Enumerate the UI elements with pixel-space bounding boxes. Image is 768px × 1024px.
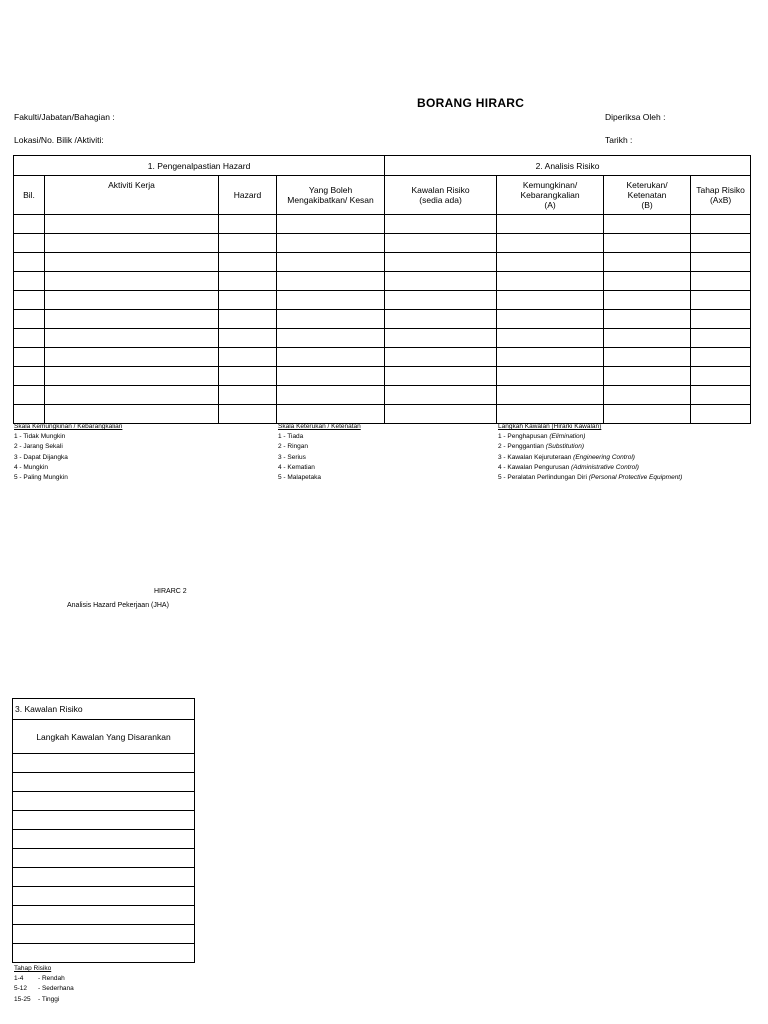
legend-item-italic: (Elimination): [549, 433, 586, 441]
table-cell[interactable]: [45, 386, 219, 405]
header-kemungkinan-line3: (A): [544, 200, 556, 210]
legend-tahap-risiko: [14, 964, 74, 1005]
table-cell[interactable]: [13, 868, 195, 887]
table-cell[interactable]: [277, 329, 385, 348]
form-title: BORANG HIRARC: [417, 96, 525, 110]
legend-item-italic: (Engineering Control): [573, 453, 635, 461]
header-kesan-line2: Mengakibatkan/ Kesan: [287, 195, 374, 205]
table-row: [13, 887, 195, 906]
table-cell[interactable]: [14, 253, 45, 272]
legend-item-italic: (Administrative Control): [571, 463, 639, 471]
table-cell[interactable]: [219, 291, 277, 310]
section-hazard-identification: 1. Pengenalpastian Hazard: [14, 156, 385, 176]
section-risk-control: 3. Kawalan Risiko: [13, 699, 195, 720]
table-cell[interactable]: [691, 253, 751, 272]
table-row: [14, 367, 751, 386]
hirarc-table: [13, 155, 751, 424]
table-cell[interactable]: [219, 367, 277, 386]
table-cell[interactable]: [277, 367, 385, 386]
section-risk-analysis: 2. Analisis Risiko: [385, 156, 751, 176]
table-cell[interactable]: [14, 272, 45, 291]
table-cell[interactable]: [385, 329, 497, 348]
table-cell[interactable]: [13, 830, 195, 849]
table-cell[interactable]: [385, 310, 497, 329]
table-cell[interactable]: [277, 386, 385, 405]
header-hazard: Hazard: [219, 176, 277, 215]
table-cell[interactable]: [45, 329, 219, 348]
table-row: [13, 925, 195, 944]
legend-item: 5 - Paling Mungkin: [14, 474, 68, 482]
table-cell[interactable]: [385, 291, 497, 310]
table-row: [14, 291, 751, 310]
table-cell[interactable]: [14, 215, 45, 234]
table-row: [14, 386, 751, 405]
table-cell[interactable]: [14, 386, 45, 405]
table-cell[interactable]: [385, 234, 497, 253]
table-cell[interactable]: [691, 272, 751, 291]
legend-kemungkinan: [14, 422, 122, 483]
checked-by-label: Diperiksa Oleh :: [605, 112, 666, 122]
table-cell[interactable]: [219, 215, 277, 234]
table-cell[interactable]: [691, 234, 751, 253]
table-cell[interactable]: [277, 310, 385, 329]
legend-item-text: 4 - Kawalan Pengurusan: [498, 463, 571, 471]
table-cell[interactable]: [13, 944, 195, 963]
table-cell[interactable]: [277, 348, 385, 367]
legend-tahap-heading: Tahap Risiko: [14, 965, 52, 972]
header-keterukan-line3: (B): [641, 200, 653, 210]
location-label: Lokasi/No. Bilik /Aktiviti:: [14, 135, 104, 145]
header-bil: Bil.: [14, 176, 45, 215]
legend-range: 5-12: [14, 985, 28, 993]
legend-item-text: 2 - Penggantian: [498, 443, 546, 451]
legend-item: [498, 442, 682, 452]
table-cell[interactable]: [45, 272, 219, 291]
table-cell[interactable]: [13, 773, 195, 792]
legend-item: [498, 453, 682, 463]
table-cell[interactable]: [45, 215, 219, 234]
table-cell[interactable]: [13, 887, 195, 906]
table-cell[interactable]: [604, 367, 691, 386]
table-cell[interactable]: [497, 234, 604, 253]
table-cell[interactable]: [277, 291, 385, 310]
table-row: [14, 272, 751, 291]
header-keterukan-line2: Ketenatan: [627, 190, 667, 200]
jha-code: HIRARC 2: [154, 588, 187, 595]
legend-item: 4 - Kematian: [278, 463, 315, 471]
table-cell[interactable]: [604, 291, 691, 310]
table-cell[interactable]: [604, 234, 691, 253]
table-cell[interactable]: [45, 310, 219, 329]
table-row: [13, 849, 195, 868]
table-cell[interactable]: [219, 272, 277, 291]
legend-item: 1 - Tiada: [278, 433, 304, 441]
table-cell[interactable]: [219, 405, 277, 424]
table-cell[interactable]: [497, 405, 604, 424]
table-cell[interactable]: [604, 348, 691, 367]
legend-kawalan-heading: Langkah Kawalan (Hirarki Kawalan): [498, 423, 602, 430]
table-row: [13, 811, 195, 830]
table-cell[interactable]: [604, 253, 691, 272]
table-cell[interactable]: [497, 386, 604, 405]
table-cell[interactable]: [497, 367, 604, 386]
risk-control-table: [12, 698, 195, 963]
table-cell[interactable]: [691, 386, 751, 405]
legend-item: [498, 463, 682, 473]
header-tahap: [691, 176, 751, 215]
legend-item: 3 - Serius: [278, 453, 306, 461]
table-row: [13, 830, 195, 849]
table-cell[interactable]: [604, 272, 691, 291]
header-kawalan-line1: Kawalan Risiko: [411, 185, 470, 195]
header-keterukan-line1: Keterukan/: [626, 180, 668, 190]
table-cell[interactable]: [385, 272, 497, 291]
table-cell[interactable]: [691, 329, 751, 348]
legend-range: 15-25: [14, 995, 31, 1003]
table-cell[interactable]: [219, 348, 277, 367]
table-row: [13, 792, 195, 811]
table-cell[interactable]: [14, 310, 45, 329]
table-cell[interactable]: [604, 405, 691, 424]
table-row: [13, 944, 195, 963]
table-row: [14, 329, 751, 348]
table-cell[interactable]: [604, 310, 691, 329]
table-row: [13, 868, 195, 887]
table-cell[interactable]: [14, 367, 45, 386]
table-cell[interactable]: [497, 329, 604, 348]
header-keterukan: [604, 176, 691, 215]
table-cell[interactable]: [13, 849, 195, 868]
legend-item-text: 1 - Penghapusan: [498, 433, 550, 441]
table-row: [14, 405, 751, 424]
table-cell[interactable]: [691, 215, 751, 234]
table-cell[interactable]: [385, 405, 497, 424]
table-row: [13, 773, 195, 792]
legend-item: 4 - Mungkin: [14, 463, 48, 471]
legend-range-label: - Sederhana: [38, 985, 74, 993]
legend-item-italic: (Substitution): [545, 443, 584, 451]
header-kesan: [277, 176, 385, 215]
table-cell[interactable]: [385, 215, 497, 234]
table-cell[interactable]: [497, 272, 604, 291]
table-cell[interactable]: [14, 234, 45, 253]
table-cell[interactable]: [497, 348, 604, 367]
table-cell[interactable]: [13, 811, 195, 830]
table-cell[interactable]: [219, 329, 277, 348]
legend-keterukan-heading: Skala Keterukan / Ketenatan: [278, 423, 361, 430]
table-cell[interactable]: [45, 253, 219, 272]
header-kemungkinan-line2: Kebarangkalian: [520, 190, 580, 200]
header-recommended-controls: Langkah Kawalan Yang Disarankan: [13, 720, 195, 754]
legend-keterukan: [278, 422, 361, 483]
table-cell[interactable]: [14, 329, 45, 348]
header-tahap-line1: Tahap Risiko: [696, 185, 745, 195]
legend-item: 2 - Jarang Sekali: [14, 443, 63, 451]
table-cell[interactable]: [385, 253, 497, 272]
legend-item: [498, 432, 682, 442]
legend-item: [14, 995, 74, 1005]
legend-item: 5 - Malapetaka: [278, 474, 321, 482]
table-cell[interactable]: [385, 348, 497, 367]
legend-item: [498, 473, 682, 483]
table-cell[interactable]: [277, 253, 385, 272]
legend-item-italic: (Personal Protective Equipment): [588, 474, 683, 482]
table-cell[interactable]: [219, 253, 277, 272]
table-cell[interactable]: [45, 367, 219, 386]
header-kemungkinan: [497, 176, 604, 215]
table-cell[interactable]: [277, 215, 385, 234]
table-cell[interactable]: [45, 405, 219, 424]
table-cell[interactable]: [691, 348, 751, 367]
table-cell[interactable]: [13, 925, 195, 944]
table-row: [13, 906, 195, 925]
header-tahap-line2: (AxB): [709, 195, 732, 205]
table-cell[interactable]: [14, 348, 45, 367]
table-cell[interactable]: [45, 348, 219, 367]
legend-item: 1 - Tidak Mungkin: [14, 433, 66, 441]
legend-item: 3 - Dapat Dijangka: [14, 453, 68, 461]
table-cell[interactable]: [691, 291, 751, 310]
table-cell[interactable]: [497, 291, 604, 310]
table-cell[interactable]: [45, 234, 219, 253]
table-cell[interactable]: [13, 754, 195, 773]
table-cell[interactable]: [385, 386, 497, 405]
legend-range-label: - Tinggi: [38, 995, 60, 1003]
legend-item-text: 5 - Peralatan Perlindungan Diri: [498, 474, 589, 482]
table-cell[interactable]: [691, 310, 751, 329]
table-row: [14, 215, 751, 234]
header-kesan-line1: Yang Boleh: [308, 185, 353, 195]
header-aktiviti: Aktiviti Kerja: [45, 176, 219, 215]
header-kawalan: [385, 176, 497, 215]
table-cell[interactable]: [385, 367, 497, 386]
table-cell[interactable]: [691, 405, 751, 424]
legend-item-text: 3 - Kawalan Kejuruteraan: [498, 453, 574, 461]
table-row: [13, 754, 195, 773]
table-cell[interactable]: [604, 215, 691, 234]
table-cell[interactable]: [219, 310, 277, 329]
table-cell[interactable]: [277, 405, 385, 424]
table-row: [14, 310, 751, 329]
table-cell[interactable]: [14, 405, 45, 424]
table-cell[interactable]: [691, 367, 751, 386]
table-row: [14, 253, 751, 272]
faculty-label: Fakulti/Jabatan/Bahagian :: [14, 112, 115, 122]
table-cell[interactable]: [497, 253, 604, 272]
table-row: [14, 348, 751, 367]
table-cell[interactable]: [219, 234, 277, 253]
jha-subtitle: Analisis Hazard Pekerjaan (JHA): [67, 602, 169, 609]
date-label: Tarikh :: [605, 135, 633, 145]
legend-kemungkinan-heading: Skala Kemungkinan / Kebarangkalian: [14, 423, 123, 430]
table-cell[interactable]: [219, 386, 277, 405]
legend-range-label: - Rendah: [38, 975, 65, 983]
legend-kawalan: [498, 422, 682, 483]
table-cell[interactable]: [45, 291, 219, 310]
table-cell[interactable]: [604, 386, 691, 405]
legend-range: 1-4: [14, 975, 24, 983]
table-cell[interactable]: [277, 234, 385, 253]
table-cell[interactable]: [604, 329, 691, 348]
header-kawalan-line2: (sedia ada): [419, 195, 462, 205]
table-cell[interactable]: [277, 272, 385, 291]
table-cell[interactable]: [13, 792, 195, 811]
table-cell[interactable]: [13, 906, 195, 925]
legend-item: 2 - Ringan: [278, 443, 308, 451]
table-cell[interactable]: [14, 291, 45, 310]
legend-item: [14, 974, 74, 984]
table-row: [14, 234, 751, 253]
header-kemungkinan-line1: Kemungkinan/: [522, 180, 578, 190]
table-cell[interactable]: [497, 215, 604, 234]
table-cell[interactable]: [497, 310, 604, 329]
legend-item: [14, 984, 74, 994]
